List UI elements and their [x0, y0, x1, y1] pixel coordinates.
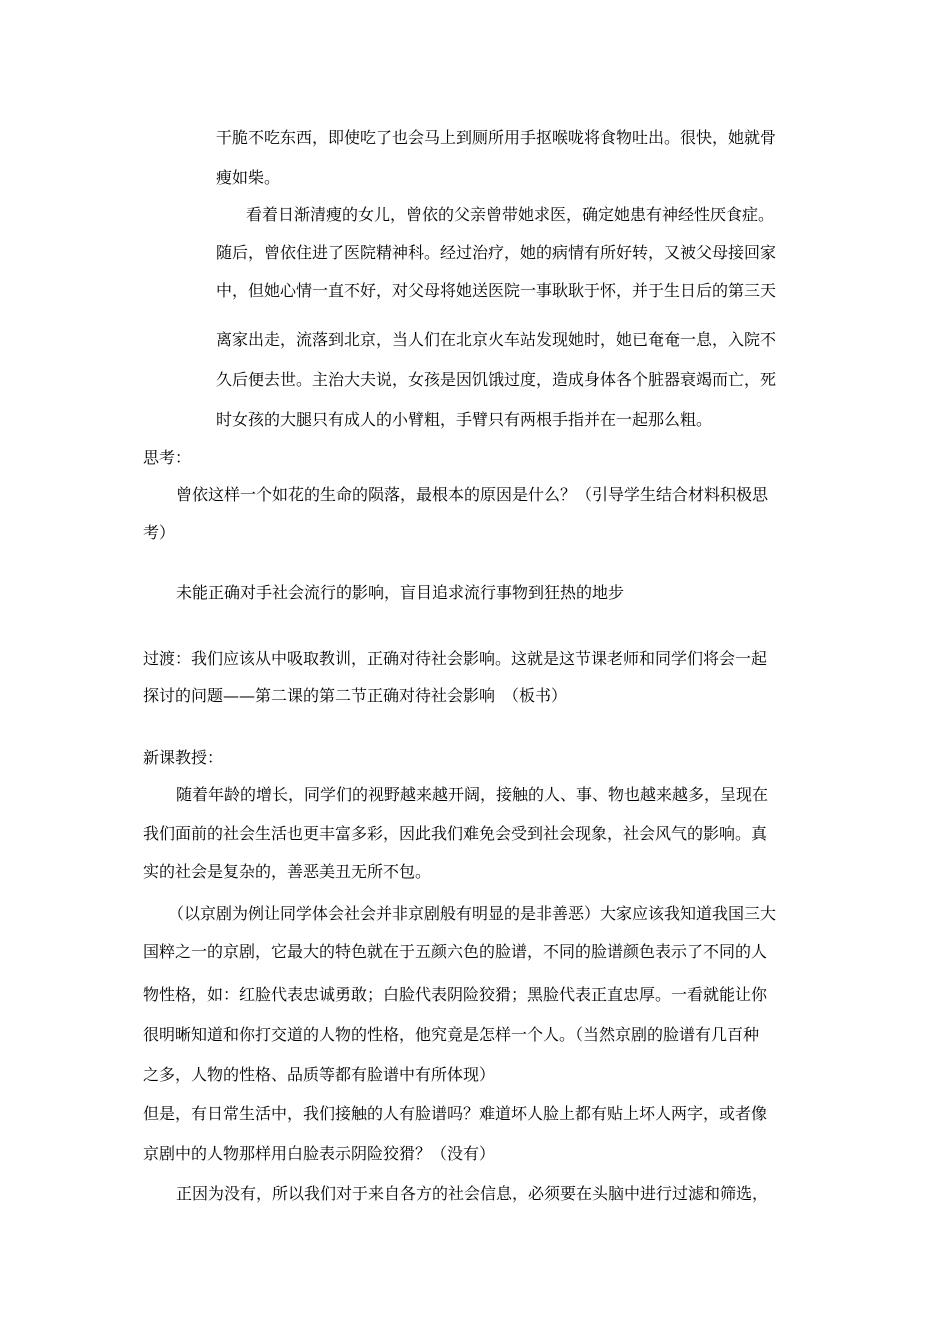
paragraph-line: 但是，有日常生活中，我们接触的人有脸谱吗？难道坏人脸上都有贴上坏人两字，或者像: [143, 1104, 768, 1123]
paragraph-line: 之多，人物的性格、品质等都有脸谱中有所体现）: [143, 1065, 496, 1084]
paragraph-line: 随着年龄的增长，同学们的视野越来越开阔，接触的人、事、物也越来越多，呈现在: [176, 785, 769, 804]
quote-line: 离家出走，流落到北京，当人们在北京火车站发现她时，她已奄奄一息，入院不: [216, 330, 777, 349]
transition-line: 过渡：我们应该从中吸取教训，正确对待社会影响。这就是这节课老师和同学们将会一起: [143, 649, 768, 668]
paragraph-line: 京剧中的人物那样用白脸表示阴险狡猾？（没有）: [143, 1144, 496, 1163]
quote-line: 看着日渐清瘦的女儿，曾依的父亲曾带她求医，确定她患有神经性厌食症。: [246, 205, 775, 224]
thinking-answer: 未能正确对手社会流行的影响，盲目追求流行事物到狂热的地步: [176, 583, 625, 602]
quote-line: 瘦如柴。: [216, 168, 281, 187]
thinking-label: 思考：: [143, 448, 192, 467]
paragraph-line: 正因为没有，所以我们对于来自各方的社会信息，必须要在头脑中进行过滤和筛选，: [176, 1184, 769, 1203]
quote-line: 干脆不吃东西，即使吃了也会马上到厕所用手抠喉咙将食物吐出。很快，她就骨: [216, 128, 777, 147]
paragraph-line: 实的社会是复杂的，善恶美丑无所不包。: [143, 862, 432, 881]
paragraph-line: 我们面前的社会生活也更丰富多彩，因此我们难免会受到社会现象，社会风气的影响。真: [143, 824, 768, 843]
quote-line: 中，但她心情一直不好，对父母将她送医院一事耿耿于怀，并于生日后的第三天: [216, 281, 777, 300]
thinking-question-line: 曾依这样一个如花的生命的陨落，最根本的原因是什么？（引导学生结合材料积极思: [176, 485, 769, 504]
paragraph-line: 很明晰知道和你打交道的人物的性格，他究竟是怎样一个人。（当然京剧的脸谱有几百种: [143, 1025, 760, 1044]
paragraph-line: 国粹之一的京剧，它最大的特色就在于五颜六色的脸谱，不同的脸谱颜色表示了不同的人: [143, 942, 768, 961]
thinking-question-line: 考）: [143, 523, 176, 542]
quote-line: 随后，曾依住进了医院精神科。经过治疗，她的病情有所好转，又被父母接回家: [216, 243, 777, 262]
new-lesson-label: 新课教授：: [143, 748, 224, 767]
paragraph-line: 物性格，如：红脸代表忠诚勇敢；白脸代表阴险狡猾；黑脸代表正直忠厚。一看就能让你: [143, 985, 768, 1004]
transition-line: 探讨的问题——第二课的第二节正确对待社会影响 （板书）: [143, 686, 568, 705]
quote-line: 时女孩的大腿只有成人的小臂粗，手臂只有两根手指并在一起那么粗。: [216, 410, 713, 429]
paragraph-line: （以京剧为例让同学体会社会并非京剧般有明显的是非善恶）大家应该我知道我国三大: [168, 904, 777, 923]
quote-line: 久后便去世。主治大夫说，女孩是因饥饿过度，造成身体各个脏器衰竭而亡，死: [216, 370, 777, 389]
